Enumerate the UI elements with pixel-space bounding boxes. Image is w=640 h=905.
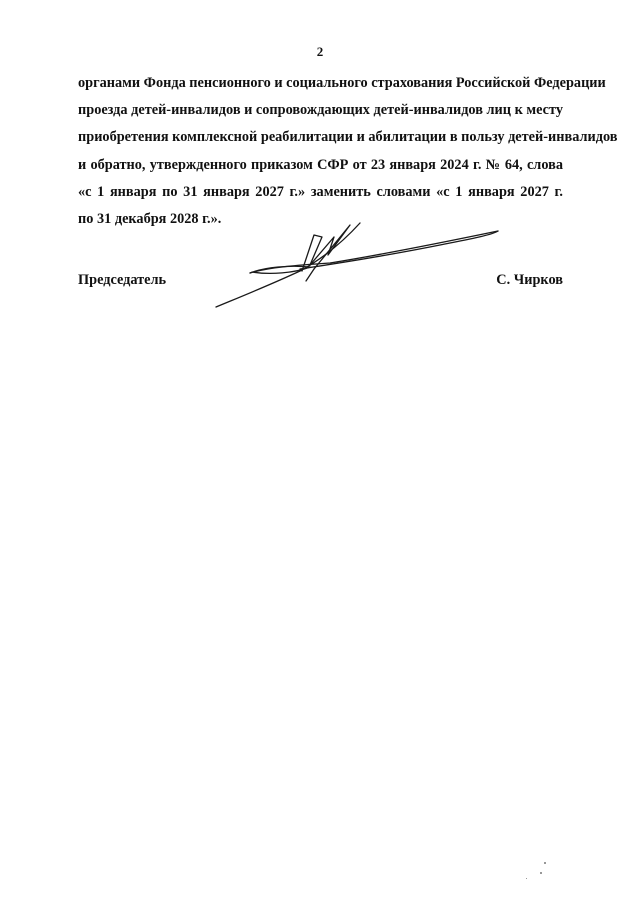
- signer-name: С. Чирков: [496, 272, 563, 288]
- scan-speck: [540, 872, 542, 874]
- signer-title: Председатель: [78, 272, 167, 288]
- scan-speck: [526, 878, 527, 879]
- paragraph-line-4: и обратно, утвержденного приказом СФР от 23 января 2024 г. № 64, слова: [78, 156, 563, 173]
- scan-speck: [544, 862, 546, 864]
- handwritten-signature: [210, 215, 510, 315]
- paragraph-line-2: проезда детей-инвалидов и сопровождающих детей-инвалидов лиц к месту: [78, 102, 563, 119]
- paragraph-line-5: «с 1 января по 31 января 2027 г.» заменить словами «с 1 января 2027 г.: [78, 183, 563, 200]
- paragraph-line-1: органами Фонда пенсионного и социального страхования Российской Федерации: [78, 75, 606, 91]
- body-paragraph: [78, 70, 618, 233]
- page-number: 2: [316, 44, 324, 59]
- paragraph-line-3: приобретения комплексной реабилитации и абилитации в пользу детей-инвалидов: [78, 129, 618, 146]
- signature-block: [78, 272, 563, 294]
- paragraph-line-6: по 31 декабря 2028 г.».: [78, 211, 222, 228]
